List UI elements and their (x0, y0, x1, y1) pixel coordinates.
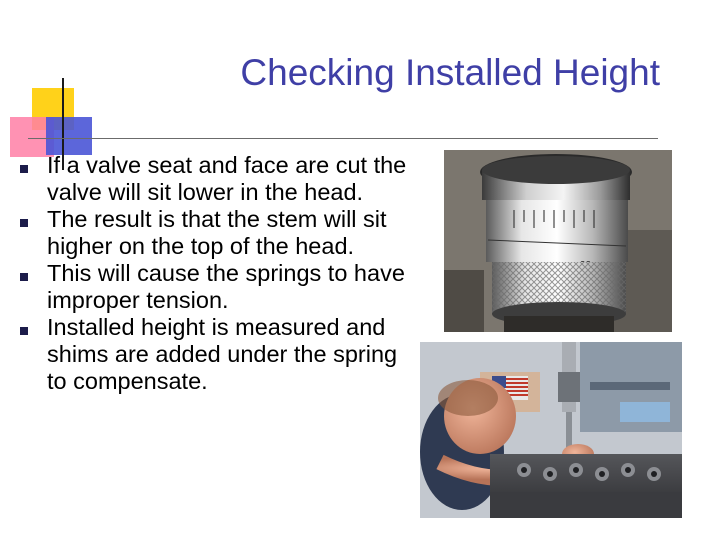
bullet-item (20, 206, 410, 260)
bullet-list (20, 152, 410, 395)
bullet-text: If a valve seat and face are cut the valve will sit lower in the head. (47, 152, 407, 205)
bullet-text: Installed height is measured and shims are added under the spring to compensate. (47, 314, 398, 394)
bullet-item (20, 152, 410, 206)
micrometer-gauge-photo (444, 150, 672, 332)
bullet-item (20, 314, 410, 395)
bullet-text: The result is that the stem will sit higher on the top of the head. (47, 206, 387, 259)
technician-cylinder-head-photo (420, 342, 682, 518)
decorative-blue-square (46, 117, 92, 155)
bullet-text: This will cause the springs to have improper tension. (47, 260, 405, 313)
title-underline (28, 138, 658, 139)
bullet-square-icon (20, 273, 28, 281)
bullet-square-icon (20, 165, 28, 173)
slide-title: Checking Installed Height (240, 52, 660, 93)
bullet-square-icon (20, 327, 28, 335)
bullet-square-icon (20, 219, 28, 227)
bullet-item (20, 260, 410, 314)
